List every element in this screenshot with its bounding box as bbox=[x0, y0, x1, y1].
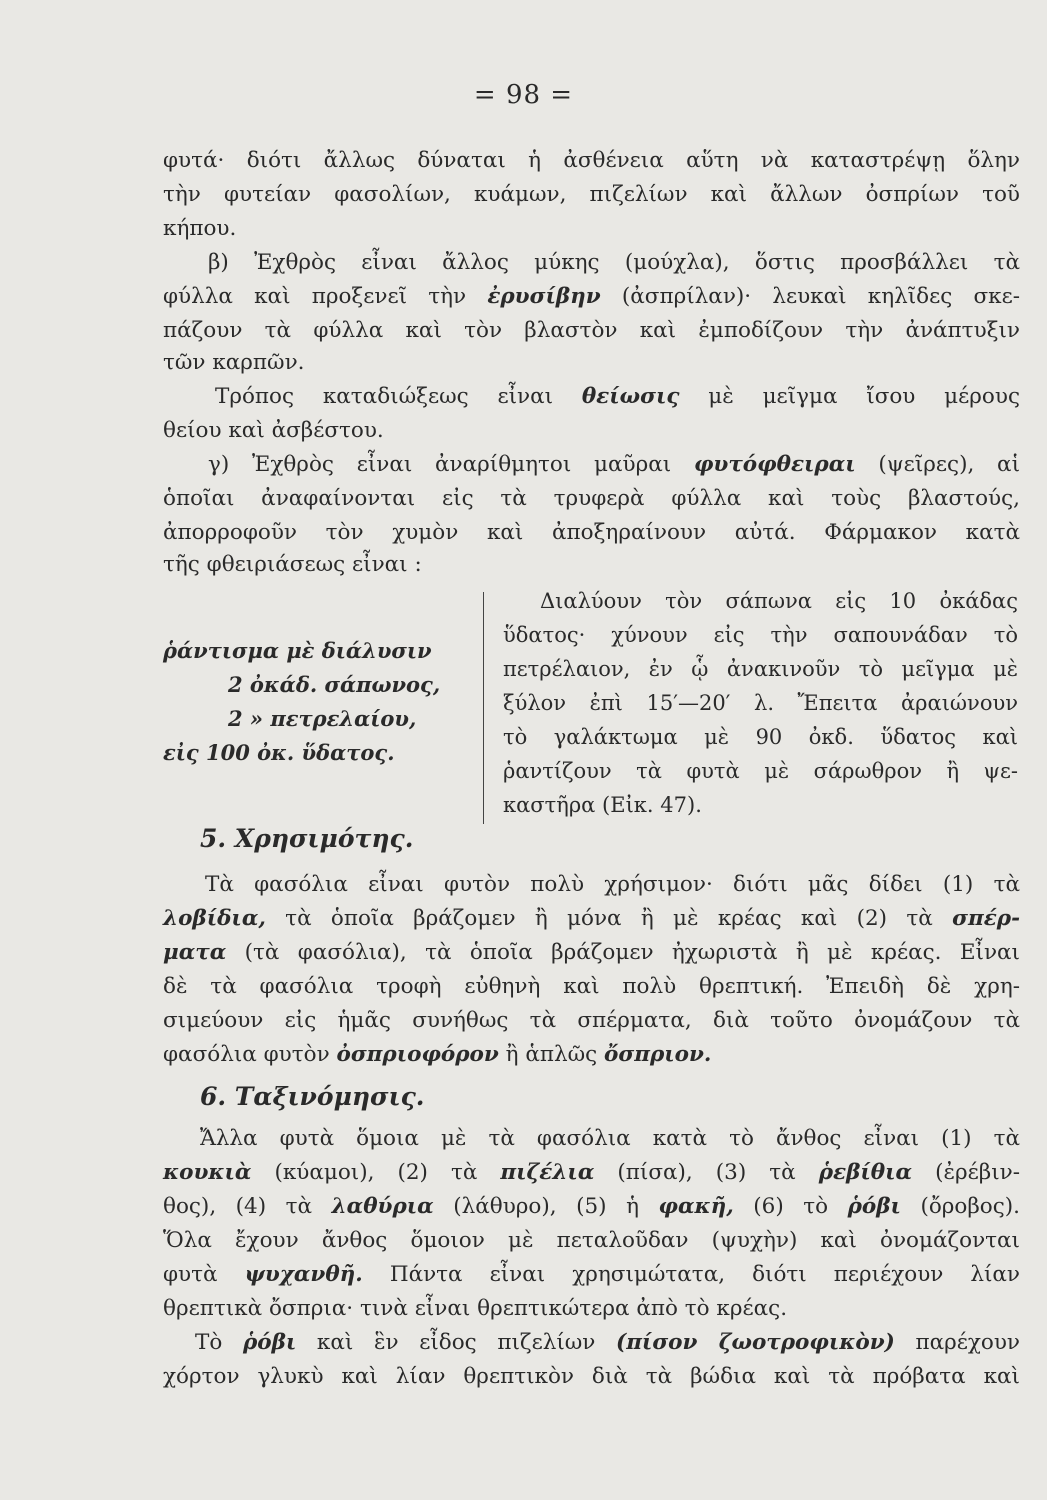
recipe-text-line: ῥαντίζουν τὰ φυτὰ μὲ σάρωθρον ἢ ψε- bbox=[503, 759, 1018, 783]
recipe-line: εἰς 100 ὀκ. ὕδατος. bbox=[163, 740, 395, 765]
section-heading: 6. Ταξινόμησις. bbox=[200, 1082, 425, 1111]
recipe-line: ῥάντισμα μὲ διάλυσιν bbox=[163, 638, 432, 663]
text-line: τῶν καρπῶν. bbox=[163, 350, 305, 375]
text-line: θρεπτικὰ ὄσπρια· τινὰ εἶναι θρεπτικώτερα ἀπὸ τὸ κρέας. bbox=[163, 1296, 788, 1321]
term-theiosis: θείωσις bbox=[581, 384, 680, 409]
term-fytofthirai: φυτόφθειραι bbox=[693, 452, 856, 477]
text-line: θος), (4) τὰ λαθύρια (λάθυρο), (5) ἡ φακῆ, (6) τὸ ῥόβι (ὄροβος). bbox=[163, 1194, 1020, 1219]
recipe-text-line: πετρέλαιον, ἐν ᾧ ἀνακινοῦν τὸ μεῖγμα μὲ bbox=[503, 657, 1018, 681]
text-line: Τὰ φασόλια εἶναι φυτὸν πολὺ χρήσιμον· διότι μᾶς δίδει (1) τὰ bbox=[205, 872, 1020, 897]
section-heading: 5. Χρησιμότης. bbox=[200, 824, 414, 853]
recipe-text-line: καστῆρα (Εἰκ. 47). bbox=[503, 793, 702, 817]
text-line: θείου καὶ ἀσβέστου. bbox=[163, 418, 384, 443]
text-line: β) Ἐχθρὸς εἶναι ἄλλος μύκης (μούχλα), ὅστις προσβάλλει τὰ bbox=[208, 250, 1020, 275]
text-line: Ὅλα ἔχουν ἄνθος ὅμοιον μὲ πεταλοῦδαν (ψυχὴν) καὶ ὀνομάζονται bbox=[163, 1228, 1020, 1253]
term-erysivi: ἐρυσίβην bbox=[487, 284, 601, 309]
text-line: φασόλια φυτὸν ὀσπριοφόρον ἢ ἁπλῶς ὄσπριον. bbox=[163, 1042, 712, 1067]
text-line: τὴν φυτείαν φασολίων, κυάμων, πιζελίων καὶ ἄλλων ὀσπρίων τοῦ bbox=[163, 182, 1020, 207]
text-line: Τρόπος καταδιώξεως εἶναι θείωσις μὲ μεῖγμα ἴσου μέρους bbox=[215, 384, 1020, 409]
recipe-line: 2 ὀκάδ. σάπωνος, bbox=[228, 672, 441, 697]
recipe-text-line: ξύλον ἐπὶ 15′—20′ λ. Ἔπειτα ἀραιώνουν bbox=[503, 691, 1018, 715]
recipe-text-line: Διαλύουν τὸν σάπωνα εἰς 10 ὀκάδας bbox=[540, 589, 1018, 613]
recipe-text-line: ὕδατος· χύνουν εἰς τὴν σαπουνάδαν τὸ bbox=[503, 623, 1018, 647]
text-line: σιμεύουν εἰς ἡμᾶς συνήθως τὰ σπέρματα, διὰ τοῦτο ὀνομάζουν τὰ bbox=[163, 1008, 1020, 1033]
text-line: Τὸ ῥόβι καὶ ἓν εἶδος πιζελίων (πίσον ζωοτροφικὸν) παρέχουν bbox=[195, 1330, 1020, 1355]
text-line: φύλλα καὶ προξενεῖ τὴν ἐρυσίβην (ἀσπρίλαν)· λευκαὶ κηλῖδες σκε- bbox=[163, 284, 1020, 309]
text-line: χόρτον γλυκὺ καὶ λίαν θρεπτικὸν διὰ τὰ βώδια καὶ τὰ πρόβατα καὶ bbox=[163, 1364, 1020, 1389]
text-line: γ) Ἐχθρὸς εἶναι ἀναρίθμητοι μαῦραι φυτόφθειραι (ψεῖρες), αἱ bbox=[208, 452, 1020, 477]
text-line: φυτὰ ψυχανθῆ. Πάντα εἶναι χρησιμώτατα, διότι περιέχουν λίαν bbox=[163, 1262, 1021, 1287]
page-number: = 98 = bbox=[473, 80, 574, 110]
text-line: λοβίδια, τὰ ὁποῖα βράζομεν ἢ μόνα ἢ μὲ κρέας καὶ (2) τὰ σπέρ- bbox=[163, 906, 1020, 931]
text-line: ὁποῖαι ἀναφαίνονται εἰς τὰ τρυφερὰ φύλλα καὶ τοὺς βλαστούς, bbox=[163, 486, 1020, 511]
text-line: Ἄλλα φυτὰ ὅμοια μὲ τὰ φασόλια κατὰ τὸ ἄνθος εἶναι (1) τὰ bbox=[200, 1126, 1020, 1151]
recipe-line: 2 » πετρελαίου, bbox=[228, 706, 417, 731]
text-line: ἀπορροφοῦν τὸν χυμὸν καὶ ἀποξηραίνουν αὐτά. Φάρμακον κατὰ bbox=[163, 520, 1020, 545]
text-line: κήπου. bbox=[163, 216, 237, 241]
text-line: τῆς φθειριάσεως εἶναι : bbox=[163, 552, 422, 577]
text-line: δὲ τὰ φασόλια τροφὴ εὐθηνὴ καὶ πολὺ θρεπτική. Ἐπειδὴ δὲ χρη- bbox=[163, 974, 1020, 999]
text-line: φυτά· διότι ἄλλως δύναται ἡ ἀσθένεια αὕτη νὰ καταστρέψῃ ὅλην bbox=[163, 148, 1020, 173]
text-line: κουκιὰ (κύαμοι), (2) τὰ πιζέλια (πίσα), (3) τὰ ῥεβίθια (ἐρέβιν- bbox=[163, 1160, 1020, 1185]
text-line: πάζουν τὰ φύλλα καὶ τὸν βλαστὸν καὶ ἐμποδίζουν τὴν ἀνάπτυξιν bbox=[163, 318, 1020, 343]
column-divider bbox=[483, 592, 484, 824]
text-line: ματα (τὰ φασόλια), τὰ ὁποῖα βράζομεν ἠχωριστὰ ἢ μὲ κρέας. Εἶναι bbox=[163, 940, 1020, 965]
recipe-text-line: τὸ γαλάκτωμα μὲ 90 ὀκδ. ὕδατος καὶ bbox=[503, 725, 1018, 749]
